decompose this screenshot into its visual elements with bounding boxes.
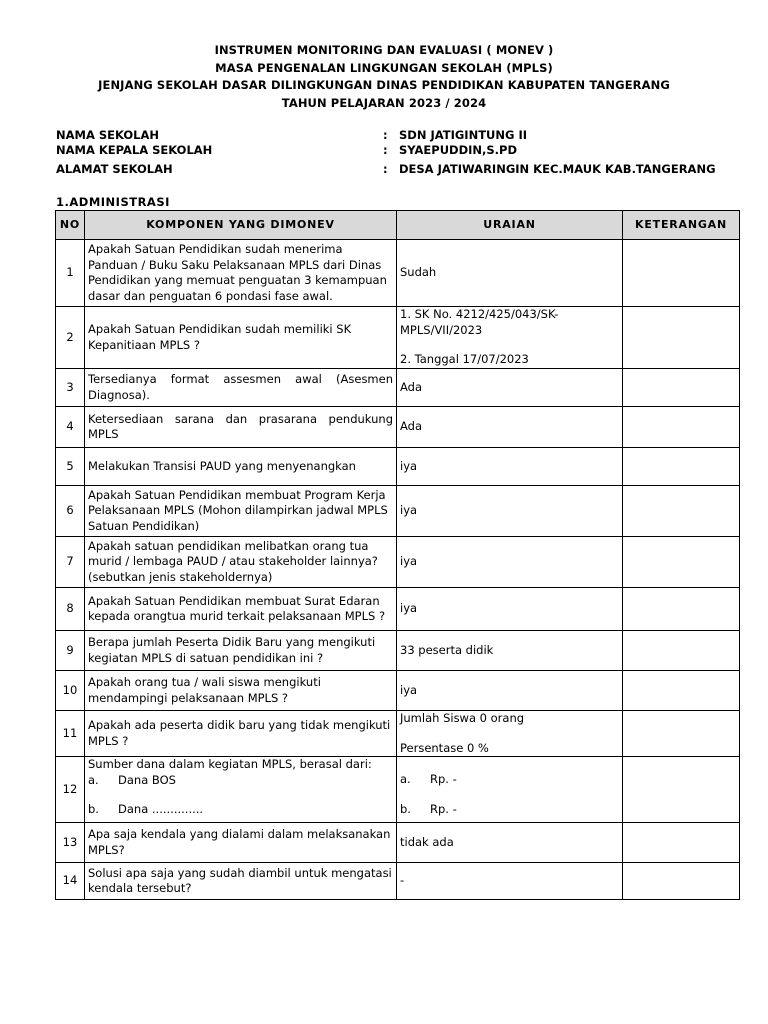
option-marker: a. (400, 772, 411, 786)
row-uraian: Ada (397, 369, 623, 407)
table-row (56, 486, 740, 537)
row-keterangan[interactable] (623, 486, 740, 537)
row-komponen: Apakah Satuan Pendidikan membuat Program Kerja Pelaksanaan MPLS (Mohon dilampirkan jadwal MPLS Satuan Pendidikan) (85, 486, 397, 537)
table-row (56, 631, 740, 671)
uraian-jumlah-siswa: Jumlah Siswa 0 orang (400, 711, 525, 725)
row-keterangan[interactable] (623, 711, 740, 757)
table-row (56, 823, 740, 863)
row-komponen: Apakah Satuan Pendidikan membuat Surat Edaran kepada orangtua murid terkait pelaksanaan MPLS ? (85, 588, 397, 631)
komponen-intro: Sumber dana dalam kegiatan MPLS, berasal dari: (88, 757, 372, 771)
row-uraian: iya (397, 588, 623, 631)
header-subtitle: MASA PENGENALAN LINGKUNGAN SEKOLAH (MPLS) (215, 60, 553, 75)
row-no: 6 (56, 486, 85, 537)
row-komponen: Apakah satuan pendidikan melibatkan orang tua murid / lembaga PAUD / atau stakeholder lainnya? (sebutkan jenis stakeholdernya) (85, 537, 397, 588)
row-no: 3 (56, 369, 85, 407)
row-komponen: Tersedianya format assesmen awal (Asesmen Diagnosa). (85, 369, 397, 407)
row-keterangan[interactable] (623, 240, 740, 307)
row-uraian: 33 peserta didik (397, 631, 623, 671)
table-row (56, 448, 740, 486)
row-keterangan[interactable] (623, 407, 740, 448)
row-no: 11 (56, 711, 85, 757)
uraian-option-b (400, 802, 619, 818)
header-no: NO (56, 211, 85, 240)
row-uraian: iya (397, 537, 623, 588)
row-komponen: Berapa jumlah Peserta Didik Baru yang mengikuti kegiatan MPLS di satuan pendidikan ini ? (85, 631, 397, 671)
table-row (56, 240, 740, 307)
table-row (56, 588, 740, 631)
row-no: 5 (56, 448, 85, 486)
row-komponen (85, 757, 397, 823)
table-row (56, 757, 740, 823)
option-value: Rp. - (430, 772, 457, 786)
row-komponen: Apakah ada peserta didik baru yang tidak mengikuti MPLS ? (85, 711, 397, 757)
row-uraian: - (397, 863, 623, 900)
table-header-row (56, 211, 740, 240)
row-keterangan[interactable] (623, 863, 740, 900)
option-value: Rp. - (430, 801, 457, 816)
colon: : (383, 143, 388, 157)
komponen-option-b (88, 802, 393, 818)
row-keterangan[interactable] (623, 537, 740, 588)
monev-table (55, 210, 740, 900)
row-komponen: Apakah Satuan Pendidikan sudah memiliki SK Kepanitiaan MPLS ? (85, 307, 397, 369)
row-keterangan[interactable] (623, 448, 740, 486)
row-keterangan[interactable] (623, 369, 740, 407)
row-uraian (397, 757, 623, 823)
table-row (56, 863, 740, 900)
header-tahun: TAHUN PELAJARAN 2023 / 2024 (281, 95, 487, 110)
row-no: 8 (56, 588, 85, 631)
row-keterangan[interactable] (623, 631, 740, 671)
option-marker: b. (88, 802, 99, 816)
table-row (56, 537, 740, 588)
kepala-sekolah-value: SYAEPUDDIN,S.PD (399, 143, 518, 157)
uraian-sk-number: 1. SK No. 4212/425/043/SK-MPLS/VII/2023 (400, 307, 559, 337)
row-no: 4 (56, 407, 85, 448)
nama-sekolah-label: NAMA SEKOLAH (56, 128, 160, 142)
kepala-sekolah-label: NAMA KEPALA SEKOLAH (56, 143, 213, 157)
row-no: 12 (56, 757, 85, 823)
row-keterangan[interactable] (623, 588, 740, 631)
table-row (56, 307, 740, 369)
document-header (0, 42, 768, 112)
row-no: 10 (56, 671, 85, 711)
row-komponen: Melakukan Transisi PAUD yang menyenangkan (85, 448, 397, 486)
row-uraian: tidak ada (397, 823, 623, 863)
table-row (56, 671, 740, 711)
alamat-sekolah-label: ALAMAT SEKOLAH (56, 162, 173, 176)
row-komponen: Apakah orang tua / wali siswa mengikuti mendampingi pelaksanaan MPLS ? (85, 671, 397, 711)
row-keterangan[interactable] (623, 757, 740, 823)
row-uraian (397, 711, 623, 757)
row-uraian: iya (397, 671, 623, 711)
row-komponen: Apa saja kendala yang dialami dalam melaksanakan MPLS? (85, 823, 397, 863)
uraian-persentase: Persentase 0 % (400, 740, 489, 755)
uraian-sk-date: 2. Tanggal 17/07/2023 (400, 352, 529, 366)
table-row (56, 407, 740, 448)
header-komponen: KOMPONEN YANG DIMONEV (85, 211, 397, 240)
row-keterangan[interactable] (623, 307, 740, 369)
header-keterangan: KETERANGAN (623, 211, 740, 240)
colon: : (383, 128, 388, 142)
colon: : (383, 162, 388, 176)
uraian-option-a (400, 772, 619, 788)
table-row (56, 711, 740, 757)
row-no: 14 (56, 863, 85, 900)
row-komponen: Ketersediaan sarana dan prasarana pendukung MPLS (85, 407, 397, 448)
row-no: 1 (56, 240, 85, 307)
header-uraian: URAIAN (397, 211, 623, 240)
row-uraian: iya (397, 448, 623, 486)
row-no: 9 (56, 631, 85, 671)
row-no: 7 (56, 537, 85, 588)
row-no: 2 (56, 307, 85, 369)
option-marker: a. (88, 772, 99, 787)
row-uraian: Sudah (397, 240, 623, 307)
row-no: 13 (56, 823, 85, 863)
row-keterangan[interactable] (623, 823, 740, 863)
nama-sekolah-value: SDN JATIGINTUNG II (399, 128, 528, 142)
header-title: INSTRUMEN MONITORING DAN EVALUASI ( MONEV ) (214, 43, 554, 57)
row-komponen: Apakah Satuan Pendidikan sudah menerima Panduan / Buku Saku Pelaksanaan MPLS dari Dinas Pendidikan yang memuat penguatan 3 kemampuan dasar dan penguatan 6 pondasi fase awal. (85, 240, 397, 307)
row-keterangan[interactable] (623, 671, 740, 711)
row-uraian: Ada (397, 407, 623, 448)
komponen-option-a (88, 773, 393, 789)
option-label: Dana BOS (118, 772, 176, 787)
alamat-sekolah-value: DESA JATIWARINGIN KEC.MAUK KAB.TANGERANG (399, 162, 716, 176)
row-uraian (397, 307, 623, 369)
header-jenjang: JENJANG SEKOLAH DASAR DILINGKUNGAN DINAS PENDIDIKAN KABUPATEN TANGERANG (98, 78, 670, 92)
row-uraian: iya (397, 486, 623, 537)
option-marker: b. (400, 801, 411, 816)
section-title: 1.ADMINISTRASI (56, 195, 170, 209)
table-row (56, 369, 740, 407)
row-komponen: Solusi apa saja yang sudah diambil untuk mengatasi kendala tersebut? (85, 863, 397, 900)
option-label: Dana .............. (118, 802, 204, 816)
